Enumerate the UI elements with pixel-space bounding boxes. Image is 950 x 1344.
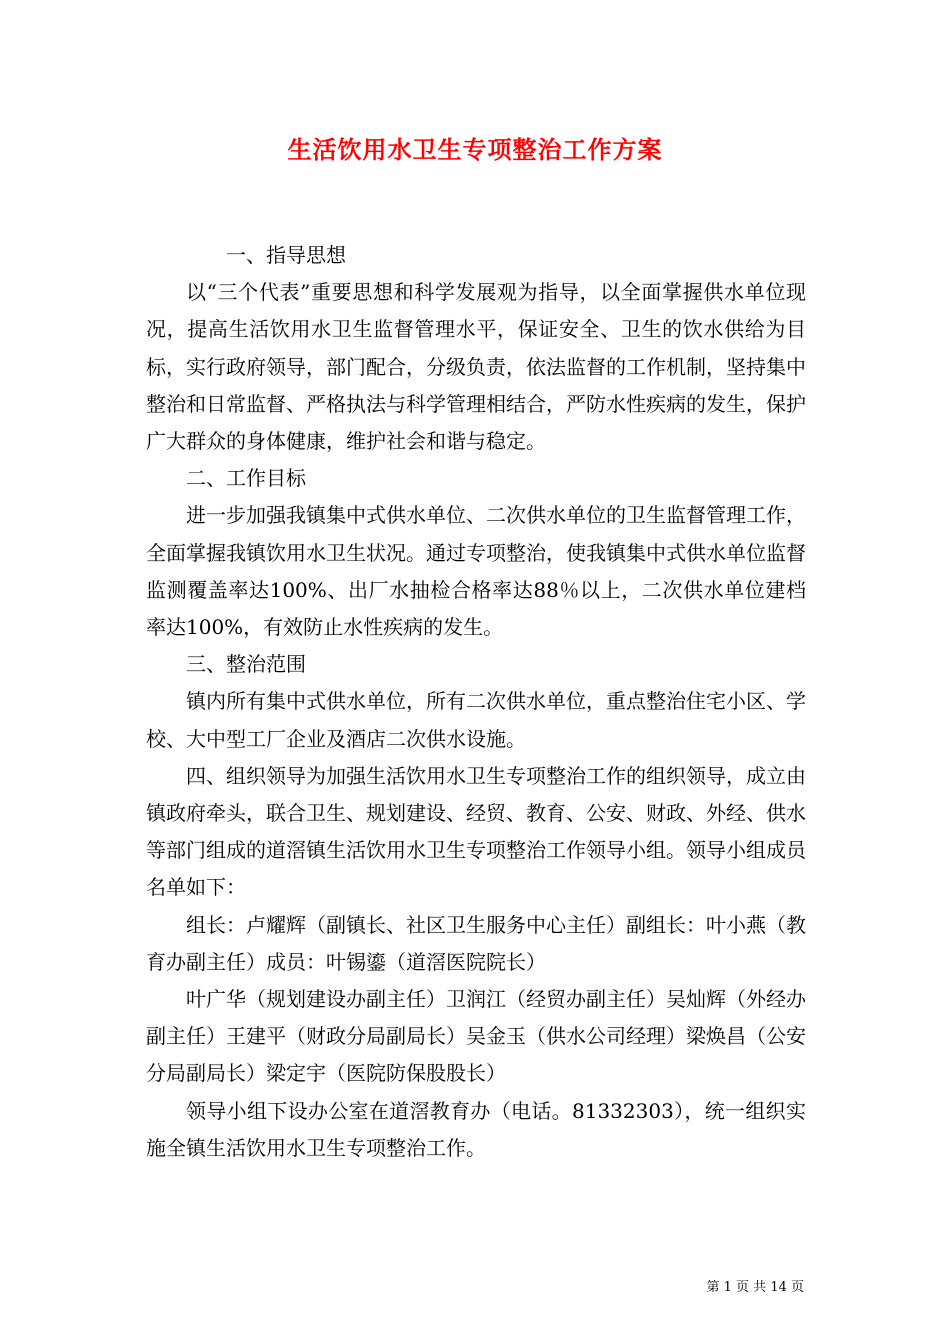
section-heading-guiding-ideology: 一、指导思想 (226, 243, 346, 267)
paragraph-organization: 四、组织领导为加强生活饮用水卫生专项整治工作的组织领导，成立由镇政府牵头，联合卫生、规划建设、经贸、教育、公安、财政、外经、供水等部门组成的道滘镇生活饮用水卫生专项整治工作领导小组。领导小组成员名单如下： (146, 763, 806, 900)
document-body (146, 237, 806, 1167)
paragraph-members: 叶广华（规划建设办副主任）卫润江（经贸办副主任）吴灿辉（外经办副主任）王建平（财政分局副局长）吴金玉（供水公司经理）梁焕昌（公安分局副局长）梁定宇（医院防保股股长） (146, 987, 806, 1086)
paragraph-scope: 镇内所有集中式供水单位，所有二次供水单位，重点整治住宅小区、学校、大中型工厂企业及酒店二次供水设施。 (146, 689, 806, 751)
paragraph-leaders: 组长：卢耀辉（副镇长、社区卫生服务中心主任）副组长：叶小燕（教育办副主任）成员：叶锡鎏（道滘医院院长） (146, 912, 806, 974)
paragraph-work-goals: 进一步加强我镇集中式供水单位、二次供水单位的卫生监督管理工作，全面掌握我镇饮用水卫生状况。通过专项整治，使我镇集中式供水单位监督监测覆盖率达100%、出厂水抽检合格率达88％以上，二次供水单位建档率达100%，有效防止水性疾病的发生。 (146, 503, 806, 640)
page-number: 第 1 页 共 14 页 (706, 1280, 804, 1295)
paragraph-guiding-ideology: 以“三个代表”重要思想和科学发展观为指导，以全面掌握供水单位现况，提高生活饮用水卫生监督管理水平，保证安全、卫生的饮水供给为目标，实行政府领导，部门配合，分级负责，依法监督的工作机制，坚持集中整治和日常监督、严格执法与科学管理相结合，严防水性疾病的发生，保护广大群众的身体健康，维护社会和谐与稳定。 (146, 280, 806, 454)
section-heading-scope: 三、整治范围 (186, 652, 306, 677)
page-title: 生活饮用水卫生专项整治工作方案 (287, 135, 663, 164)
section-heading-work-goals: 二、工作目标 (186, 466, 306, 491)
paragraph-office: 领导小组下设办公室在道滘教育办（电话。81332303），统一组织实施全镇生活饮用水卫生专项整治工作。 (146, 1098, 806, 1160)
